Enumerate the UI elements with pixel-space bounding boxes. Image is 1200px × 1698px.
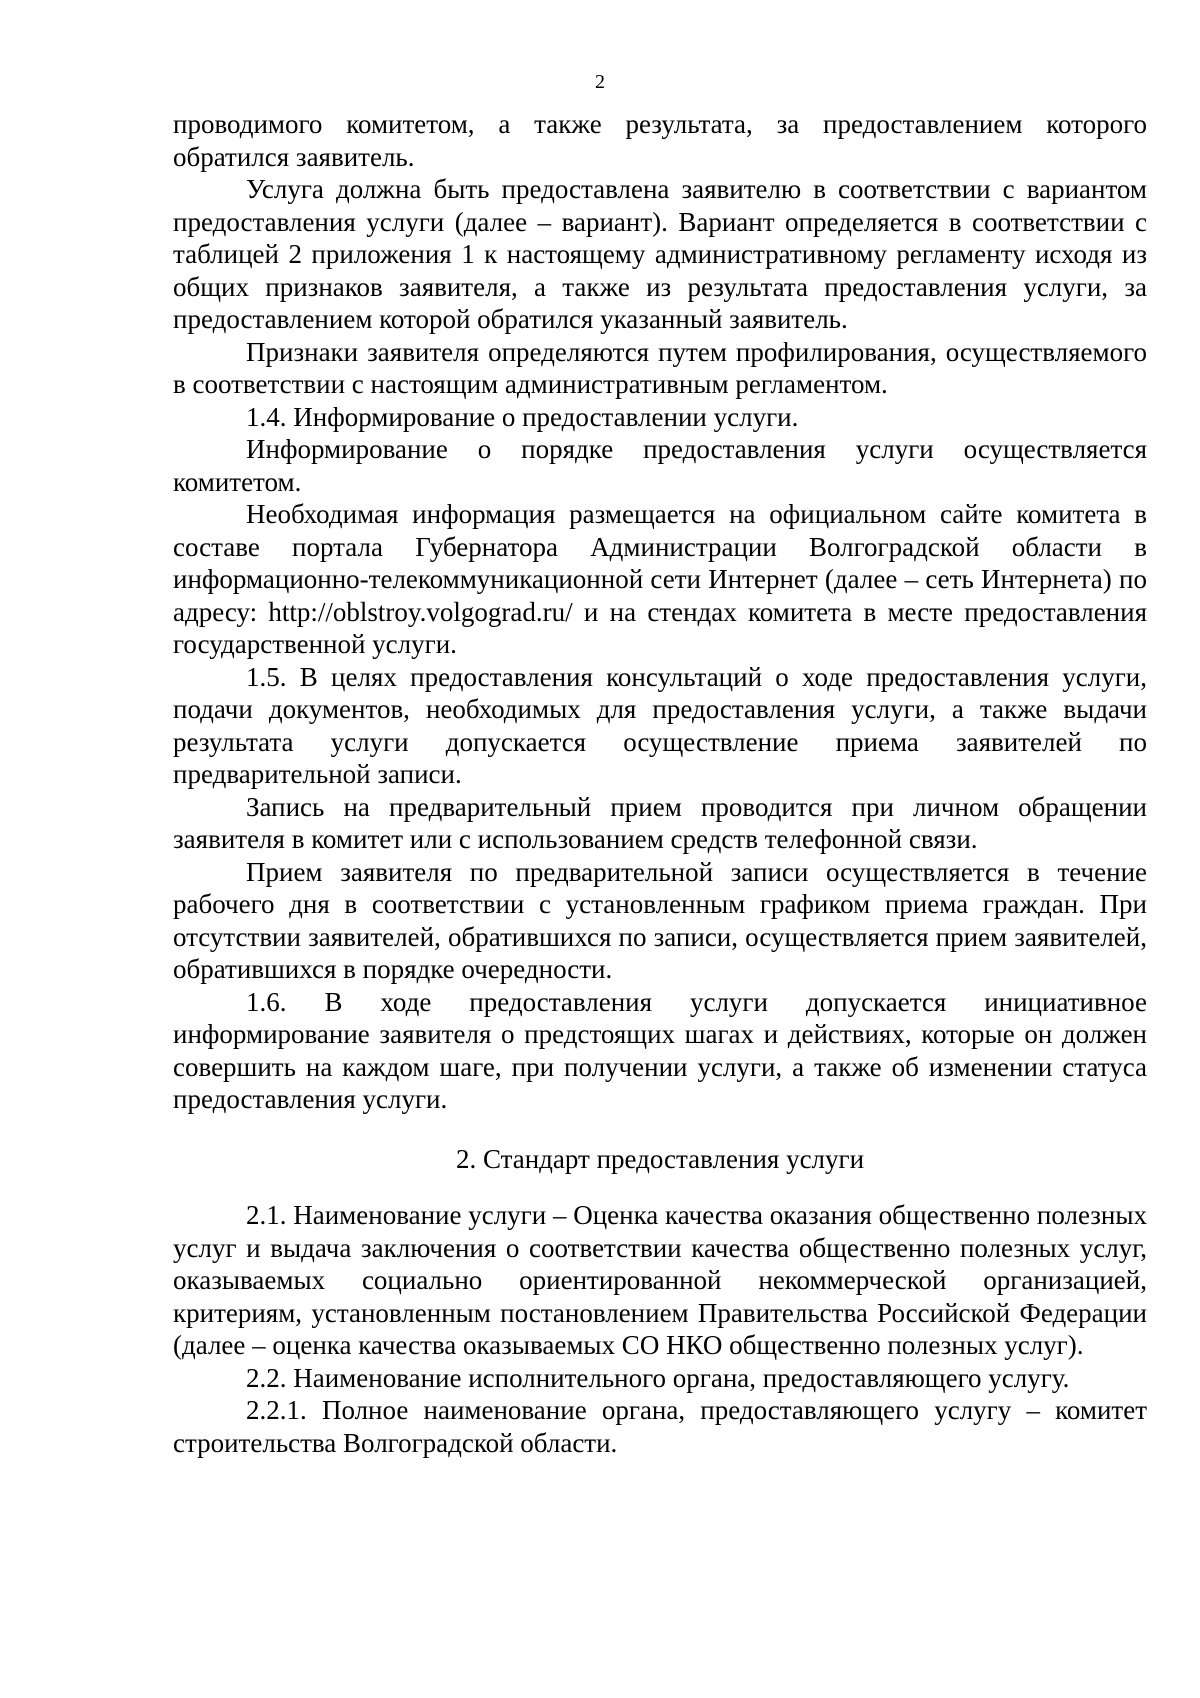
paragraph: Прием заявителя по предварительной записи осуществляется в течение рабочего дня в соответствии с установленным графиком приема граждан. При отсутствии заявителей, обратившихся по записи, осуществляется прием заявителей, обратившихся в порядке очередности. [173,856,1147,984]
paragraph: проводимого комитетом, а также результата, за предоставлением которого обратился заявитель. [173,109,1147,172]
paragraph: 2.1. Наименование услуги – Оценка качества оказания общественно полезных услуг и выдача заключения о соответствии качества общественно полезных услуг, оказываемых социально ориентированной некоммерческой организацией, критериям, установленным постановлением Правительства Российской Федерации (далее – оценка качества оказываемых СО НКО общественно полезных услуг). [173,1200,1148,1360]
paragraph: 1.4. Информирование о предоставлении услуги. [246,401,799,432]
document-body [173,108,1147,1459]
paragraph: 1.6. В ходе предоставления услуги допускается инициативное информирование заявителя о предстоящих шагах и действиях, которые он должен совершить на каждом шаге, при получении услуги, а также об изменении статуса предоставления услуги. [173,986,1147,1114]
paragraph: Запись на предварительный прием проводится при личном обращении заявителя в комитет или с использованием средств телефонной связи. [173,791,1147,854]
paragraph: 1.5. В целях предоставления консультаций о ходе предоставления услуги, подачи документов, необходимых для предоставления услуги, а также выдачи результата услуги допускается осуществление приема заявителей по предварительной записи. [173,661,1147,789]
section-heading: 2. Стандарт предоставления услуги [455,1143,865,1174]
paragraph: 2.2. Наименование исполнительного органа, предоставляющего услугу. [246,1362,1070,1393]
page-number: 2 [595,71,605,93]
paragraph: Услуга должна быть предоставлена заявителю в соответствии с вариантом предоставления услуги (далее – вариант). Вариант определяется в соответствии с таблицей 2 приложения 1 к настоящему административному регламенту исходя из общих признаков заявителя, а также из результата предоставления услуги, за предоставлением которой обратился указанный заявитель. [173,174,1147,334]
paragraph: Признаки заявителя определяются путем профилирования, осуществляемого в соответствии с настоящим административным регламентом. [173,336,1147,399]
paragraph: 2.2.1. Полное наименование органа, предоставляющего услугу – комитет строительства Волгоградской области. [173,1395,1147,1458]
paragraph: Информирование о порядке предоставления услуги осуществляется комитетом. [173,434,1147,497]
paragraph: Необходимая информация размещается на официальном сайте комитета в составе портала Губернатора Администрации Волгоградской области в информационно-телекоммуникационной сети Интернет (далее – сеть Интернета) по адресу: http://oblstroy.volgograd.ru/ и на стендах комитета в месте предоставления государственной услуги. [173,499,1147,659]
